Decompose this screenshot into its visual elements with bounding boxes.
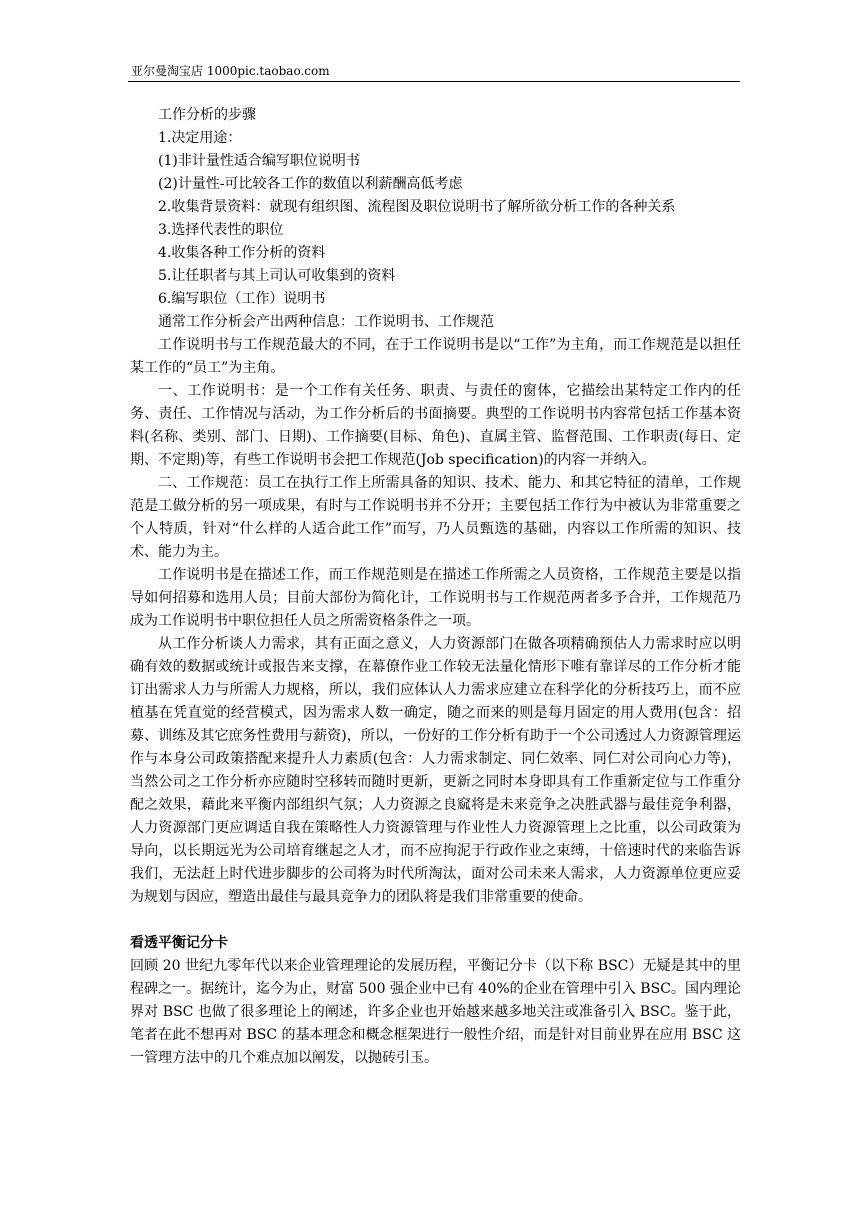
header-divider [128, 81, 740, 82]
paragraph: 工作说明书与工作规范最大的不同，在于工作说明书是以“工作”为主角，而工作规范是以担任某工作的“员工”为主角。 [130, 337, 741, 376]
list-item: 1.决定用途： [158, 130, 242, 146]
list-item: 6.编写职位（工作）说明书 [158, 291, 326, 307]
document-body [130, 104, 741, 1070]
section-spacer [130, 909, 741, 932]
paragraph: 工作说明书是在描述工作，而工作规范则是在描述工作所需之人员资格，工作规范主要是以指导如何招募和选用人员；目前大部份为简化计，工作说明书与工作规范两者多予合并，工作规范乃成为工作说明书中职位担任人员之所需资格条件之一项。 [130, 567, 741, 629]
list-item: 5.让任职者与其上司认可收集到的资料 [158, 268, 396, 284]
steps-title: 工作分析的步骤 [158, 107, 256, 123]
list-item: 2.收集背景资料：就现有组织图、流程图及职位说明书了解所欲分析工作的各种关系 [158, 199, 676, 215]
list-item: 3.选择代表性的职位 [158, 222, 284, 238]
list-item: 通常工作分析会产出两种信息：工作说明书、工作规范 [158, 314, 494, 330]
page-header: 亚尔曼淘宝店 1000pic.taobao.com [131, 64, 330, 78]
list-item: 4.收集各种工作分析的资料 [158, 245, 326, 261]
paragraph: 一、工作说明书：是一个工作有关任务、职责、与责任的窗体，它描绘出某特定工作内的任务、责任、工作情况与活动，为工作分析后的书面摘要。典型的工作说明书内容常包括工作基本资料(名称、类别、部门、日期)、工作摘要(目标、角色)、直属主管、监督范围、工作职责(每日、定期、不定期)等，有些工作说明书会把工作规范(Job specification)的内容一并纳入。 [130, 383, 741, 468]
list-item: (1)非计量性适合编写职位说明书 [158, 153, 360, 169]
section-heading: 看透平衡记分卡 [130, 935, 228, 951]
section-paragraph: 回顾 20 世纪九零年代以来企业管理理论的发展历程，平衡记分卡（以下称 BSC）无疑是其中的里程碑之一。据统计，迄今为止，财富 500 强企业中已有 40%的企业在管理中引入 BSC。国内理论界对 BSC 也做了很多理论上的阐述，许多企业也开始越来越多地关注或准备引入 BSC。鉴于此，笔者在此不想再对 BSC 的基本理念和概念框架进行一般性介绍，而是针对目前业界在应用 BSC 这一管理方法中的几个难点加以阐发，以抛砖引玉。 [130, 958, 741, 1066]
list-item: (2)计量性-可比较各工作的数值以利薪酬高低考虑 [158, 176, 463, 192]
paragraph: 二、工作规范：员工在执行工作上所需具备的知识、技术、能力、和其它特征的清单，工作规范是工做分析的另一项成果，有时与工作说明书并不分开；主要包括工作行为中被认为非常重要之个人特质，针对“什么样的人适合此工作”而写，乃人员甄选的基础，内容以工作所需的知识、技术、能力为主。 [130, 475, 741, 560]
paragraph: 从工作分析谈人力需求，其有正面之意义，人力资源部门在做各项精确预估人力需求时应以明确有效的数据或统计或报告来支撑，在幕僚作业工作较无法量化情形下唯有靠详尽的工作分析才能订出需求人力与所需人力规格，所以，我们应体认人力需求应建立在科学化的分析技巧上，而不应植基在凭直觉的经营模式，因为需求人数一确定，随之而来的则是每月固定的用人费用(包含：招募、训练及其它庶务性费用与薪资)，所以，一份好的工作分析有助于一个公司透过人力资源管理运作与本身公司政策搭配来提升人力素质(包含：人力需求制定、同仁效率、同仁对公司向心力等)，当然公司之工作分析亦应随时空移转而随时更新，更新之同时本身即具有工作重新定位与工作重分配之效果，藉此来平衡内部组织气氛；人力资源之良窳将是未来竞争之决胜武器与最佳竞争利器，人力资源部门更应调适自我在策略性人力资源管理与作业性人力资源管理上之比重，以公司政策为导向，以长期远光为公司培育继起之人才，而不应拘泥于行政作业之束缚，十倍速时代的来临告诉我们，无法赶上时代进步脚步的公司将为时代所淘汰，面对公司未来人需求，人力资源单位更应妥为规划与因应，塑造出最佳与最具竞争力的团队将是我们非常重要的使命。 [130, 636, 741, 905]
